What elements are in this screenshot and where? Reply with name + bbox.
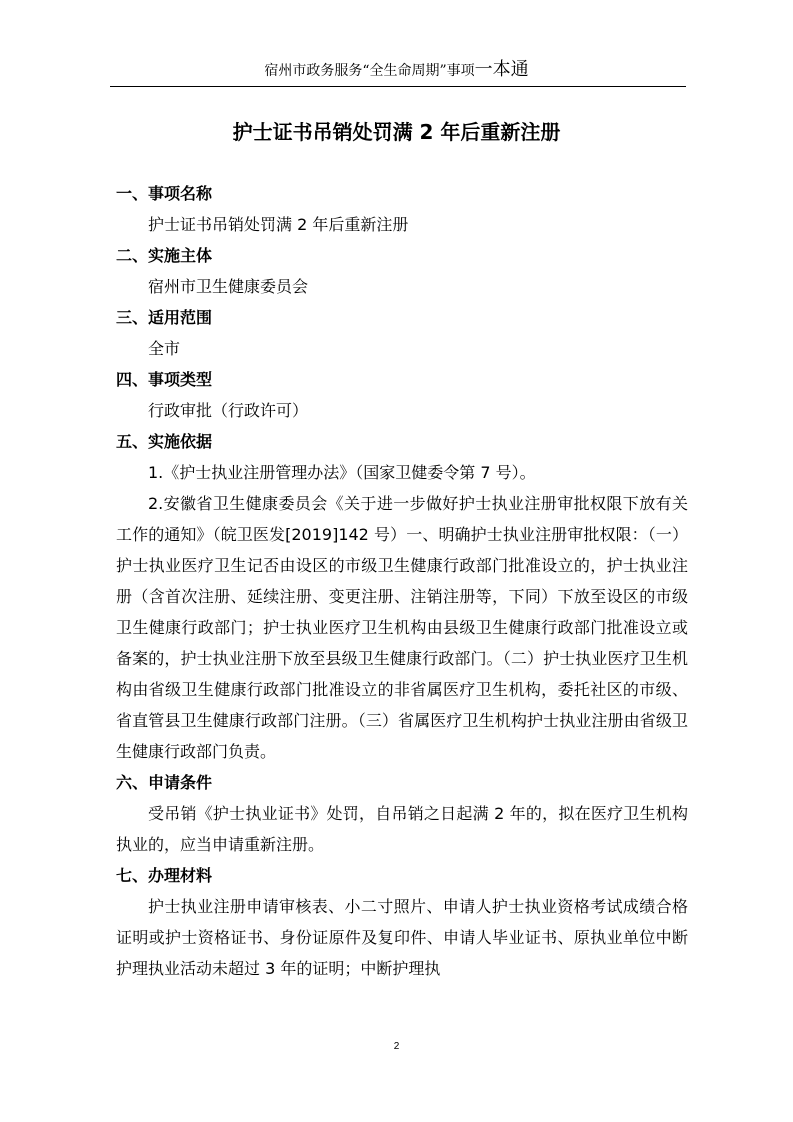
running-header <box>0 58 793 83</box>
section-heading-implementing-body: 二、实施主体 <box>116 246 213 265</box>
header-rule <box>110 86 686 87</box>
header-text-emphasis: 一本通 <box>474 59 529 80</box>
section-body-implementing-body: 宿州市卫生健康委员会 <box>148 277 309 296</box>
document-body <box>116 178 688 984</box>
document-title: 护士证书吊销处罚满 2 年后重新注册 <box>232 120 561 144</box>
section-heading-item-name: 一、事项名称 <box>116 184 213 203</box>
section-heading-conditions: 六、申请条件 <box>116 773 213 792</box>
section-body-item-name: 护士证书吊销处罚满 2 年后重新注册 <box>148 215 409 234</box>
section-heading-legal-basis: 五、实施依据 <box>116 432 213 451</box>
section-heading-item-type: 四、事项类型 <box>116 370 213 389</box>
section-heading-materials: 七、办理材料 <box>116 866 213 885</box>
legal-basis-item-2: 2.安徽省卫生健康委员会《关于进一步做好护士执业注册审批权限下放有关工作的通知》（皖卫医发[2019]142 号）一、明确护士执业注册审批权限：（一）护士执业医疗卫生记否由设区的市级卫生健康行政部门批准设立的，护士执业注册（含首次注册、延续注册、变更注册、注销注册等，下同）下放至设区的市级卫生健康行政部门；护士执业医疗卫生机构由县级卫生健康行政部门批准设立或备案的，护士执业注册下放至县级卫生健康行政部门。（二）护士执业医疗卫生机构由省级卫生健康行政部门批准设立的非省属医疗卫生机构，委托社区的市级、省直管县卫生健康行政部门注册。（三）省属医疗卫生机构护士执业注册由省级卫生健康行政部门负责。 <box>116 494 688 761</box>
legal-basis-item-1: 1.《护士执业注册管理办法》（国家卫健委令第 7 号）。 <box>148 463 536 482</box>
header-text: 宿州市政务服务“全生命周期”事项 <box>264 63 475 79</box>
section-body-conditions: 受吊销《护士执业证书》处罚，自吊销之日起满 2 年的，拟在医疗卫生机构执业的，应当申请重新注册。 <box>116 804 688 854</box>
section-body-materials: 护士执业注册申请审核表、小二寸照片、申请人护士执业资格考试成绩合格证明或护士资格证书、身份证原件及复印件、申请人毕业证书、原执业单位中断护理执业活动未超过 3 年的证明；中断护理执 <box>116 897 688 978</box>
section-body-scope: 全市 <box>148 339 181 358</box>
section-heading-scope: 三、适用范围 <box>116 308 213 327</box>
page-number: 2 <box>393 1041 400 1052</box>
section-body-item-type: 行政审批（行政许可） <box>148 401 309 420</box>
